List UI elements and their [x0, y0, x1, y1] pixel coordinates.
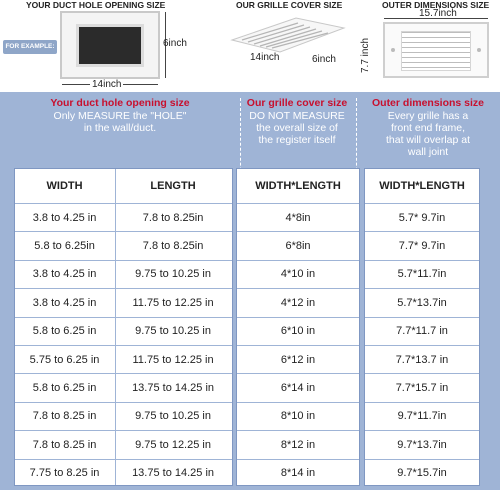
duct-section-title: YOUR DUCT HOLE OPENING SIZE [26, 0, 166, 10]
outer-size-cell: 9.7*13.7in [397, 438, 447, 451]
duct-row [15, 402, 232, 430]
screw-left [391, 48, 395, 52]
length-header: LENGTH [150, 180, 196, 192]
duct-intro-line1: Only MEASURE the "HOLE" [53, 110, 187, 122]
duct-width-cell: 5.8 to 6.25 in [32, 382, 97, 395]
outer-row [365, 231, 479, 259]
outer-row [365, 260, 479, 288]
duct-table-header [15, 169, 232, 203]
grille-size-cell: 4*8in [285, 211, 311, 224]
outer-size-table [364, 168, 480, 486]
duct-row [15, 231, 232, 259]
screw-right [477, 48, 481, 52]
grille-size-cell: 6*8in [285, 240, 311, 253]
grille-row [237, 459, 359, 487]
outer-row [365, 345, 479, 373]
outer-frame-vents [401, 31, 471, 71]
outer-size-cell: 7.7*11.7 in [396, 325, 448, 338]
size-chart-panel [0, 92, 500, 490]
duct-width-label: 14inch [92, 79, 122, 90]
outer-size-header: WIDTH*LENGTH [379, 180, 465, 192]
grille-width-label: 14inch [250, 52, 280, 63]
outer-size-cell: 5.7*13.7in [397, 296, 447, 309]
grille-intro-title: Our grille cover size [246, 97, 348, 109]
duct-row [15, 430, 232, 458]
outer-size-cell: 9.7*15.7in [397, 467, 447, 480]
grille-size-cell: 6*12 in [280, 353, 316, 366]
duct-hole [76, 24, 144, 67]
duct-width-cell: 3.8 to 4.25 in [32, 268, 97, 281]
duct-length-cell: 9.75 to 12.25 in [135, 438, 211, 451]
grille-row [237, 231, 359, 259]
duct-length-cell: 9.75 to 10.25 in [135, 325, 211, 338]
grille-intro [240, 97, 354, 146]
outer-row [365, 203, 479, 231]
outer-section-title: OUTER DIMENSIONS SIZE [382, 0, 490, 10]
grille-row [237, 373, 359, 401]
duct-row [15, 203, 232, 231]
grille-height-label: 6inch [312, 54, 336, 65]
outer-row [365, 430, 479, 458]
outer-table-header [365, 169, 479, 203]
outer-intro-line3: that will overlap at [385, 134, 471, 146]
duct-width-cell: 3.8 to 4.25 in [32, 296, 97, 309]
grille-size-cell: 4*12 in [280, 296, 316, 309]
grille-size-cell: 4*10 in [280, 268, 316, 281]
outer-row [365, 317, 479, 345]
duct-length-cell: 13.75 to 14.25 in [132, 382, 215, 395]
grille-size-table [236, 168, 360, 486]
duct-length-cell: 7.8 to 8.25in [142, 211, 204, 224]
outer-row [365, 402, 479, 430]
duct-row [15, 288, 232, 316]
duct-width-cell: 7.8 to 8.25 in [32, 438, 97, 451]
grille-row [237, 203, 359, 231]
grille-intro-line1: DO NOT MEASURE [249, 110, 345, 122]
outer-intro-line4: wall joint [407, 146, 449, 158]
duct-length-cell: 13.75 to 14.25 in [132, 467, 215, 480]
grille-row [237, 317, 359, 345]
duct-row [15, 459, 232, 487]
outer-size-cell: 5.7*11.7in [397, 268, 447, 281]
grille-row [237, 430, 359, 458]
duct-width-cell: 7.8 to 8.25 in [32, 410, 97, 423]
outer-intro-title: Outer dimensions size [371, 97, 485, 109]
outer-row [365, 373, 479, 401]
duct-row [15, 260, 232, 288]
example-tag: FOR EXAMPLE: [3, 40, 57, 54]
duct-intro [0, 97, 240, 134]
illustration-strip [0, 0, 500, 92]
duct-size-table [14, 168, 233, 486]
grille-size-cell: 8*10 in [280, 410, 316, 423]
grille-size-header: WIDTH*LENGTH [255, 180, 341, 192]
grille-size-cell: 8*14 in [280, 467, 316, 480]
duct-height-label: 6inch [163, 38, 187, 49]
duct-width-cell: 5.8 to 6.25in [34, 240, 95, 253]
duct-intro-title: Your duct hole opening size [50, 97, 190, 109]
outer-height-label: 7.7 inch [360, 37, 371, 73]
duct-row [15, 317, 232, 345]
duct-row [15, 345, 232, 373]
outer-width-label: 15.7inch [419, 8, 457, 19]
outer-intro-line2: front end frame, [390, 122, 466, 134]
duct-row [15, 373, 232, 401]
duct-length-cell: 11.75 to 12.25 in [132, 353, 214, 366]
grille-section-title: OUR GRILLE COVER SIZE [236, 0, 343, 10]
grille-cover-illustration [228, 14, 346, 54]
grille-row [237, 345, 359, 373]
outer-frame-illustration [383, 22, 489, 78]
outer-size-cell: 7.7*15.7 in [395, 382, 449, 395]
duct-length-cell: 9.75 to 10.25 in [135, 268, 211, 281]
duct-length-cell: 7.8 to 8.25in [142, 240, 204, 253]
duct-hole-illustration [60, 11, 160, 79]
grille-size-cell: 8*12 in [280, 438, 316, 451]
width-header: WIDTH [46, 180, 83, 192]
grille-row [237, 402, 359, 430]
outer-size-cell: 9.7*11.7in [397, 410, 447, 423]
duct-length-cell: 11.75 to 12.25 in [132, 296, 214, 309]
grille-row [237, 260, 359, 288]
grille-intro-line2: the overall size of [256, 122, 338, 134]
outer-intro [356, 97, 500, 158]
grille-row [237, 288, 359, 316]
duct-width-cell: 5.8 to 6.25 in [32, 325, 97, 338]
grille-size-cell: 6*14 in [280, 382, 316, 395]
outer-intro-line1: Every grille has a [387, 110, 469, 122]
outer-size-cell: 5.7* 9.7in [398, 211, 446, 224]
duct-width-cell: 5.75 to 6.25 in [29, 353, 100, 366]
duct-width-cell: 3.8 to 4.25 in [32, 211, 97, 224]
outer-size-cell: 7.7*13.7 in [395, 353, 449, 366]
grille-intro-line3: the register itself [258, 134, 336, 146]
outer-row [365, 459, 479, 487]
duct-intro-line2: in the wall/duct. [83, 122, 157, 134]
grille-size-cell: 6*10 in [280, 325, 316, 338]
outer-size-cell: 7.7* 9.7in [398, 240, 446, 253]
duct-width-cell: 7.75 to 8.25 in [29, 467, 100, 480]
outer-row [365, 288, 479, 316]
grille-table-header [237, 169, 359, 203]
duct-length-cell: 9.75 to 10.25 in [135, 410, 211, 423]
